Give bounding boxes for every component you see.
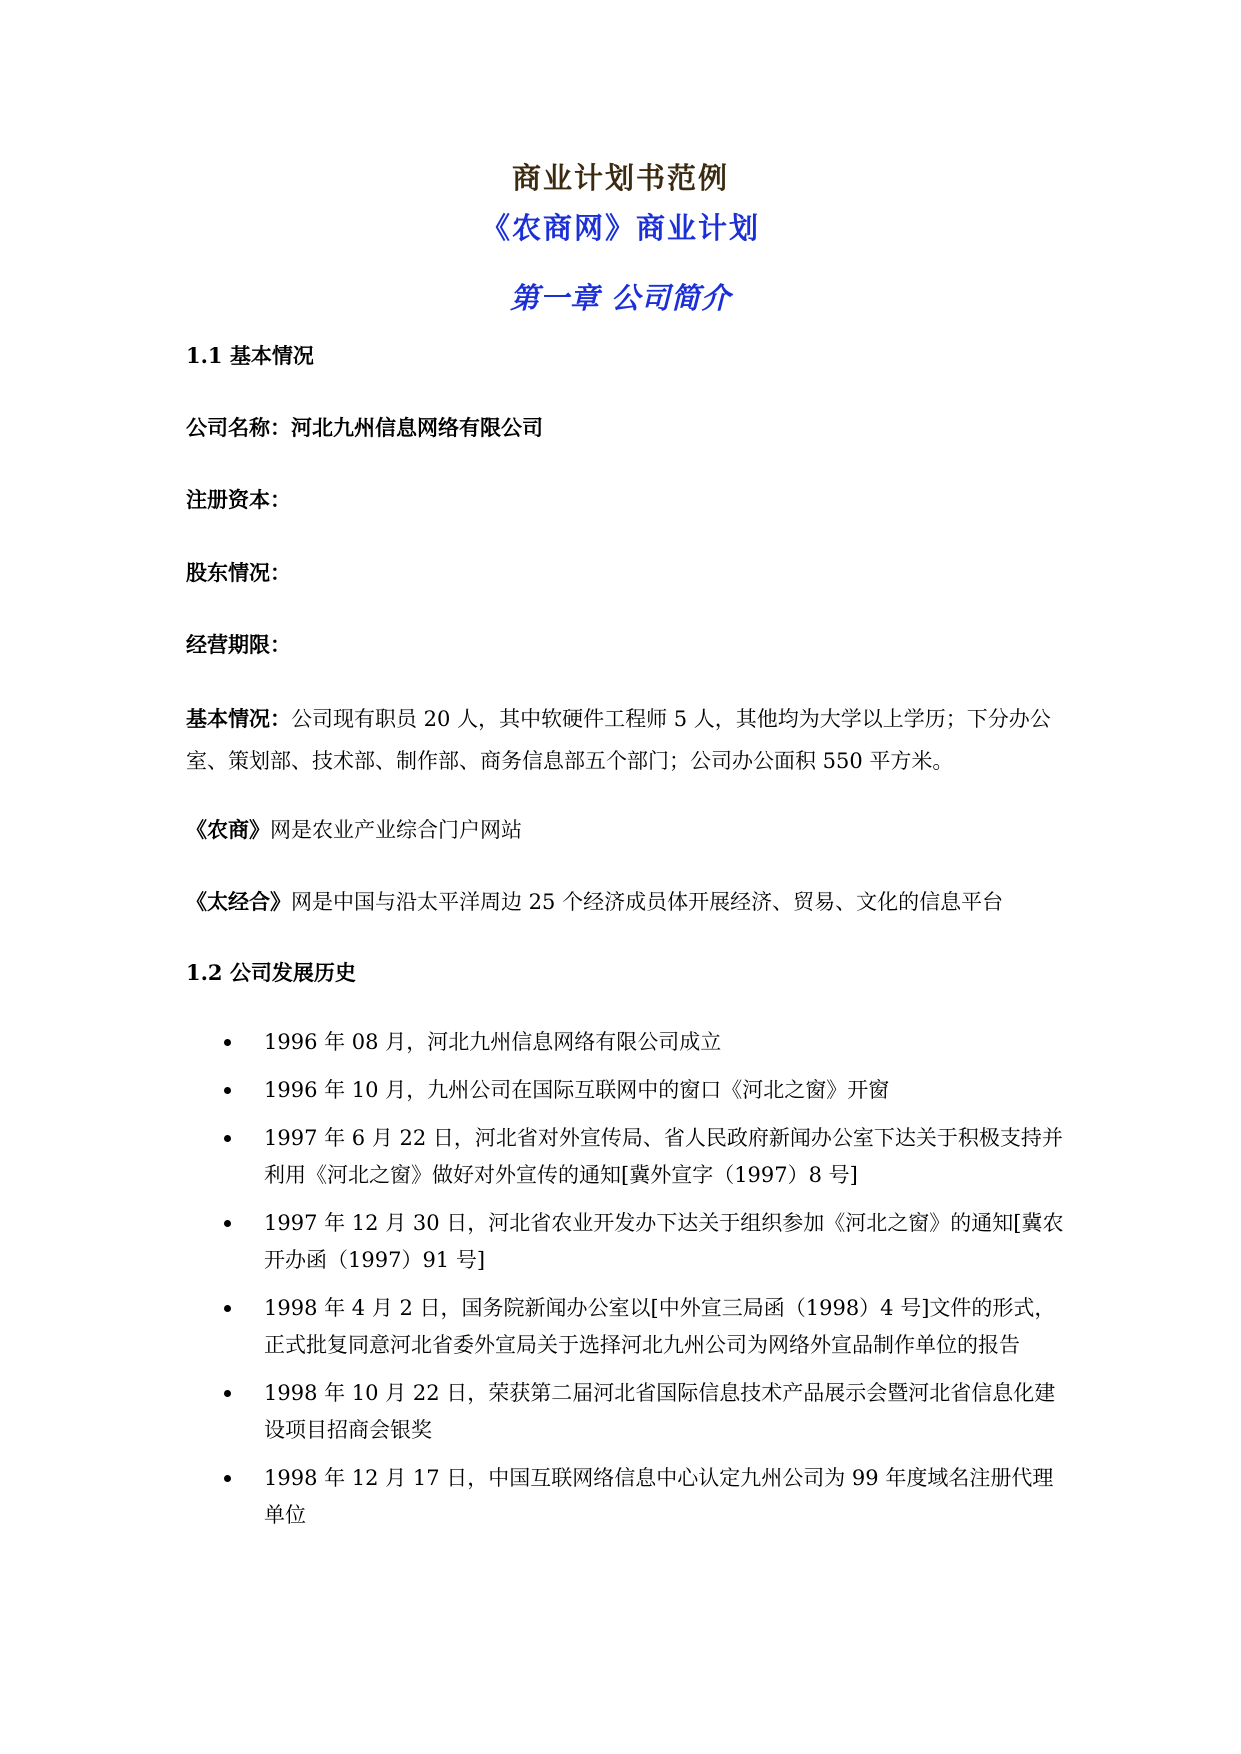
bullet-icon [224, 1039, 231, 1046]
list-item [186, 1120, 1066, 1194]
sub-title: 《农商网》商业计划 [480, 211, 760, 245]
taijinghe-label: 《太经合》 [186, 889, 291, 914]
bullet-icon [224, 1087, 231, 1094]
list-item-text: 1997 年 12 月 30 日，河北省农业开发办下达关于组织参加《河北之窗》的通知[冀农开办函（1997）91 号] [264, 1211, 1064, 1272]
list-item [186, 1205, 1066, 1279]
list-item [186, 1375, 1066, 1449]
main-title: 商业计划书范例 [511, 161, 729, 195]
list-item [186, 1072, 1066, 1109]
company-name-value: 河北九州信息网络有限公司 [291, 415, 543, 440]
list-item [186, 1290, 1066, 1364]
nongshang-text: 网是农业产业综合门户网站 [270, 818, 522, 842]
nongshang-label: 《农商》 [186, 817, 270, 842]
history-list [186, 1024, 1066, 1545]
list-item-text: 1998 年 12 月 17 日，中国互联网络信息中心认定九州公司为 99 年度域名注册代理单位 [264, 1466, 1054, 1527]
list-item-text: 1998 年 4 月 2 日，国务院新闻办公室以[中外宣三局函（1998）4 号]文件的形式，正式批复同意河北省委外宣局关于选择河北九州公司为网络外宣品制作单位的报告 [264, 1296, 1056, 1357]
company-name-label: 公司名称： [186, 415, 291, 440]
list-item-text: 1997 年 6 月 22 日，河北省对外宣传局、省人民政府新闻办公室下达关于积极支持并利用《河北之窗》做好对外宣传的通知[冀外宣字（1997）8 号] [264, 1126, 1063, 1187]
nongshang-paragraph [186, 812, 522, 848]
basic-info-text: 公司现有职员 20 人，其中软硬件工程师 5 人，其他均为大学以上学历；下分办公室、策划部、技术部、制作部、商务信息部五个部门；公司办公面积 550 平方米。 [186, 707, 1051, 773]
bullet-icon [224, 1305, 231, 1312]
registered-capital-label: 注册资本： [186, 487, 291, 512]
company-name-row [186, 410, 543, 446]
list-item-text: 1996 年 10 月，九州公司在国际互联网中的窗口《河北之窗》开窗 [264, 1078, 890, 1102]
bullet-icon [224, 1390, 231, 1397]
business-term-label: 经营期限： [186, 632, 291, 657]
section-heading-1-2: 1.2 公司发展历史 [186, 960, 356, 985]
list-item-text: 1996 年 08 月，河北九州信息网络有限公司成立 [264, 1030, 722, 1054]
bullet-icon [224, 1475, 231, 1482]
list-item [186, 1024, 1066, 1061]
taijinghe-paragraph [186, 884, 1003, 920]
list-item-text: 1998 年 10 月 22 日，荣获第二届河北省国际信息技术产品展示会暨河北省信息化建设项目招商会银奖 [264, 1381, 1056, 1442]
bullet-icon [224, 1135, 231, 1142]
bullet-icon [224, 1220, 231, 1227]
section-heading-1-1: 1.1 基本情况 [186, 343, 314, 368]
basic-info-paragraph [186, 698, 1056, 782]
shareholders-label: 股东情况： [186, 560, 291, 585]
taijinghe-text: 网是中国与沿太平洋周边 25 个经济成员体开展经济、贸易、文化的信息平台 [291, 890, 1004, 914]
list-item [186, 1460, 1066, 1534]
chapter-title: 第一章 公司简介 [509, 281, 732, 315]
basic-info-label: 基本情况： [186, 706, 291, 731]
